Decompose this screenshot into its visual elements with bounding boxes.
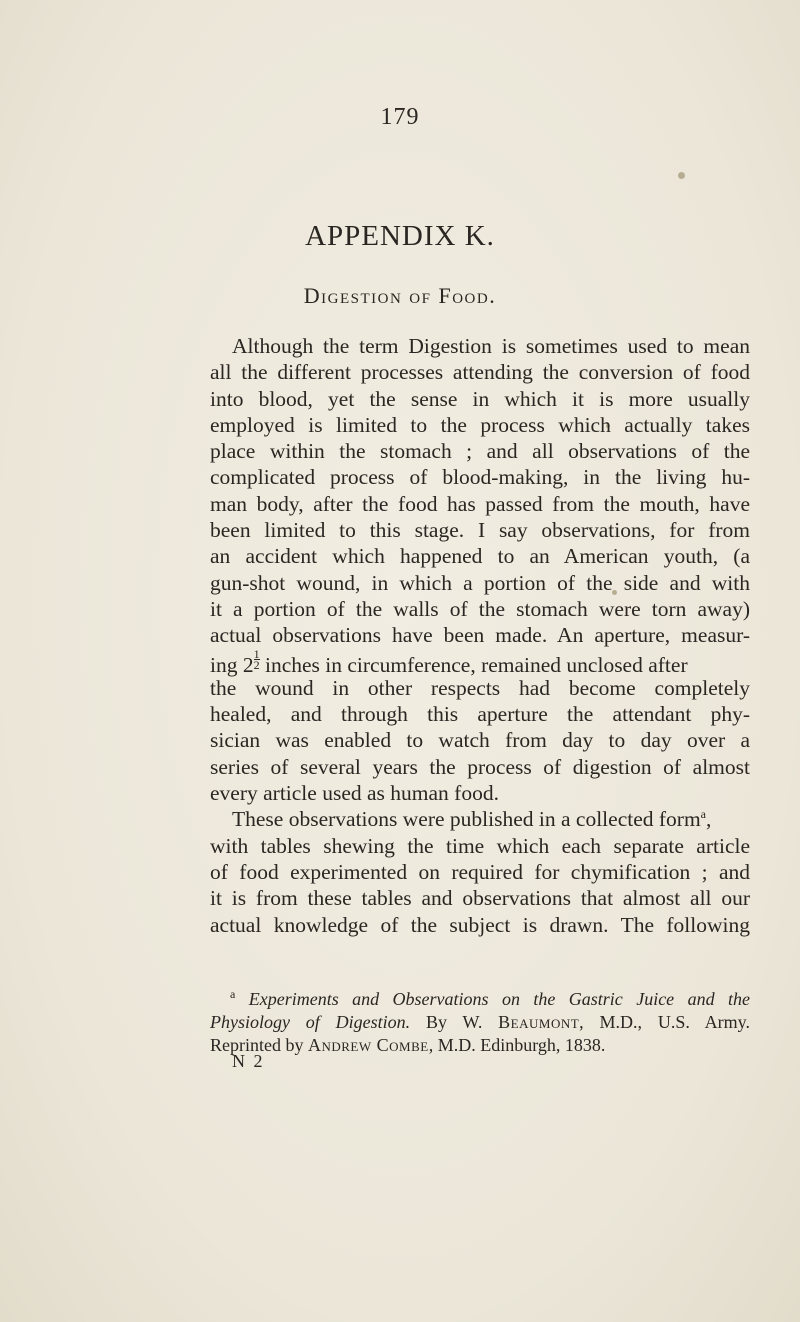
signature-mark: N 2 (232, 1051, 265, 1071)
text-line: all the different processes attending the conversion of food (210, 360, 750, 385)
text-segment: inches in circumference, remained unclosed after (264, 652, 688, 677)
text-line: of food experimented on required for chymification ; and (210, 859, 750, 884)
section-subheading: Digestion of Food. (303, 283, 497, 308)
text-line: it a portion of the walls of the stomach were torn away) (210, 596, 750, 621)
text-line: the wound in other respects had become completely (210, 675, 750, 700)
text-line: Although the term Digestion is sometimes used to mean (232, 334, 750, 358)
footnote-reprinted: Reprinted by (210, 1035, 304, 1055)
text-line: actual observations have been made. An aperture, measur- (210, 623, 750, 648)
page-number: 179 (380, 104, 420, 130)
text-line: man body, after the food has passed from the mouth, have (210, 491, 750, 516)
footnote-title-cont: Physiology of Digestion. (210, 1012, 411, 1032)
footnote (210, 988, 750, 1057)
text-line: been limited to this stage. I say observations, for from (210, 518, 750, 543)
text-line: sician was enabled to watch from day to day over a (210, 728, 750, 753)
footnote-line (210, 988, 750, 1011)
footnote-author-rest: , M.D., U.S. Army. (579, 1012, 750, 1032)
fraction-denominator: 2 (253, 657, 260, 672)
text-line: gun-shot wound, in which a portion of the side and with (210, 570, 750, 595)
text-line: an accident which happened to an American youth, (a (210, 544, 750, 569)
text-line: healed, and through this aperture the attendant phy- (210, 702, 750, 727)
footnote-editor-rest: , M.D. Edinburgh, 1838. (428, 1035, 606, 1055)
footnote-title: Experiments and Observations on the Gastric Juice and the (248, 989, 751, 1009)
text-line: it is from these tables and observations that almost all our (210, 886, 750, 911)
fraction-numerator: 1 (253, 646, 260, 661)
body-paragraph (210, 333, 750, 938)
footnote-author: Beaumont (498, 1012, 580, 1032)
appendix-heading: APPENDIX K. (305, 220, 495, 252)
text-line: every article used as human food. (210, 781, 499, 806)
footnote-marker: a (230, 987, 236, 1001)
text-line-with-footnote-ref: These observations were published in a collected form$^a$, (232, 807, 712, 832)
measure-prefix: ing 2 (210, 652, 254, 677)
page-stain (678, 172, 685, 179)
footnote-line (210, 1034, 750, 1057)
text-line: into blood, yet the sense in which it is more usually (210, 386, 750, 411)
text-line: actual knowledge of the subject is drawn. The following (210, 912, 750, 937)
footnote-by: By W. (425, 1012, 483, 1032)
footnote-editor: Andrew Combe (307, 1035, 429, 1055)
text-line: with tables shewing the time which each separate article (210, 833, 750, 858)
text-line: employed is limited to the process which actually takes (210, 412, 750, 437)
footnote-line (210, 1011, 750, 1034)
footnote-reference: a (700, 807, 706, 822)
fraction (253, 646, 260, 672)
text-line: place within the stomach ; and all observations of the (210, 439, 750, 464)
text-line: complicated process of blood-making, in the living hu- (210, 465, 750, 490)
text-line-with-fraction (210, 646, 750, 677)
text-segment: These observations were published in a collected form (232, 807, 701, 832)
text-line: series of several years the process of digestion of almost (210, 754, 750, 779)
